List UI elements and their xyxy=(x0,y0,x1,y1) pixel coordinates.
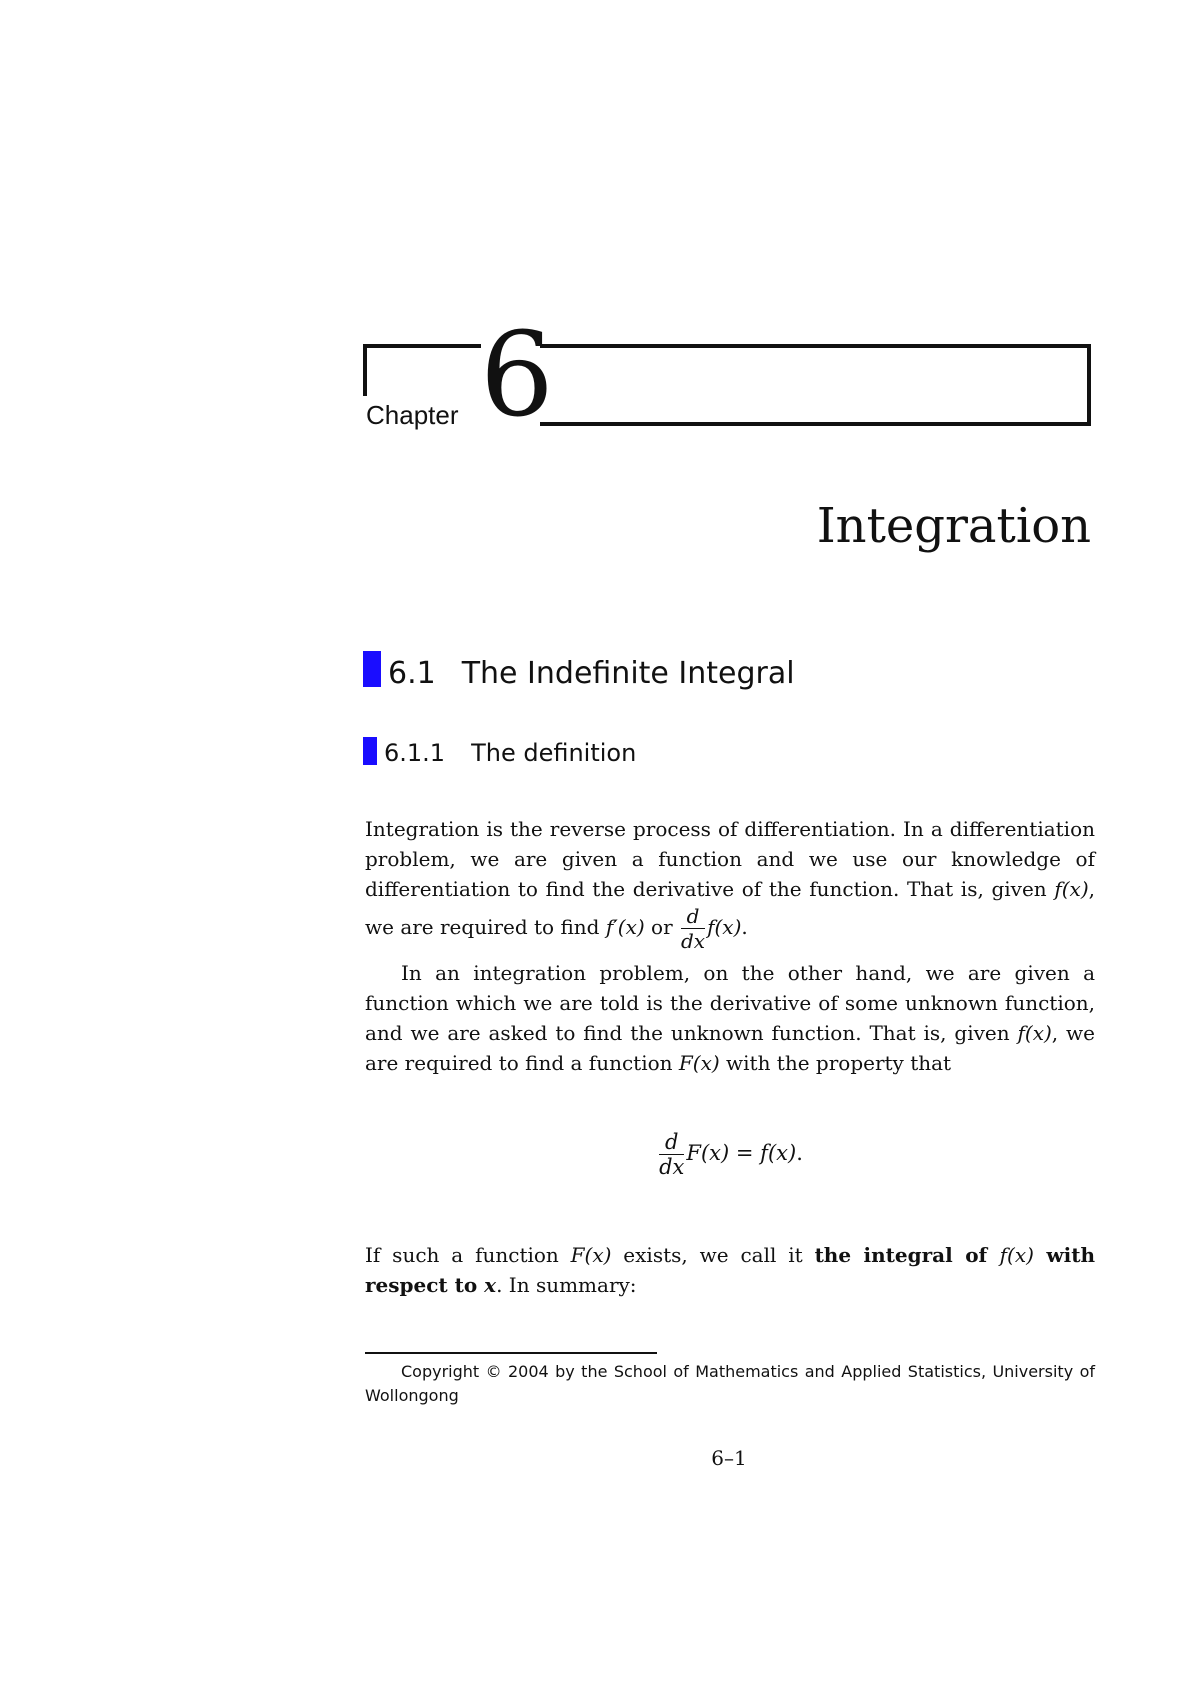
fraction-numerator: d xyxy=(681,904,705,929)
fraction-d-dx xyxy=(659,1130,684,1179)
footnote-rule xyxy=(365,1352,657,1354)
chapter-frame-left xyxy=(363,344,481,396)
math-fx: f(x) xyxy=(1017,1021,1052,1045)
text-run: . In summary: xyxy=(496,1273,637,1297)
text-run: exists, we call it xyxy=(611,1243,815,1267)
fraction-numerator: d xyxy=(659,1130,684,1155)
math-fx: f(x) xyxy=(707,915,742,939)
math-fx: f(x) xyxy=(1054,877,1089,901)
subsection-marker xyxy=(363,737,377,765)
subsection-title: The definition xyxy=(471,739,637,767)
text-run: . xyxy=(741,915,748,939)
text-run: with the property that xyxy=(719,1051,952,1075)
footnote: Copyright © 2004 by the School of Mathematics and Applied Statistics, University of Wollongong xyxy=(365,1362,1095,1405)
math-Fx: F(x) xyxy=(570,1243,612,1267)
text-run: . xyxy=(796,1141,803,1165)
display-equation xyxy=(365,1130,1095,1179)
section-marker xyxy=(363,651,381,687)
chapter-label: Chapter xyxy=(366,400,459,430)
text-run: or xyxy=(644,915,679,939)
equation-rhs: f(x) xyxy=(760,1141,797,1165)
section-number: 6.1 xyxy=(388,656,436,691)
section-heading xyxy=(388,656,795,691)
paragraph-1 xyxy=(365,814,1095,953)
equals-sign: = xyxy=(729,1141,761,1165)
math-fprime: f′(x) xyxy=(605,915,645,939)
bold-term: with respect to xyxy=(365,1243,1096,1297)
fraction-denominator: dx xyxy=(681,929,706,953)
equation-lhs: F(x) xyxy=(686,1141,730,1165)
text-run: , we are required to find a function xyxy=(365,1021,1095,1075)
text-run: , we are required to find xyxy=(365,877,1095,939)
bold-term: the integral of xyxy=(814,1243,1000,1267)
math-x: x xyxy=(484,1273,497,1297)
paragraph-2 xyxy=(365,958,1095,1078)
section-title: The Indefinite Integral xyxy=(461,656,795,691)
page-number: 6–1 xyxy=(711,1446,747,1470)
text-run: Integration is the reverse process of differentiation. In a differentiation problem, we are given a function and we use our knowledge of differentiation to find the derivative of the function. That is, given xyxy=(365,817,1095,901)
subsection-number: 6.1.1 xyxy=(384,739,446,767)
fraction-d-dx xyxy=(681,904,705,953)
text-run: In an integration problem, on the other hand, we are given a function which we are told is the derivative of some unknown function, and we are asked to find the unknown function. That is, given xyxy=(365,961,1095,1045)
chapter-frame-right xyxy=(540,344,1091,426)
chapter-title: Integration xyxy=(816,498,1091,554)
text-run: If such a function xyxy=(365,1243,571,1267)
chapter-number: 6 xyxy=(480,308,554,443)
subsection-heading xyxy=(384,739,636,767)
paragraph-3 xyxy=(365,1240,1095,1300)
fraction-denominator: dx xyxy=(659,1155,685,1179)
math-fx: f(x) xyxy=(999,1243,1034,1267)
math-Fx: F(x) xyxy=(678,1051,720,1075)
